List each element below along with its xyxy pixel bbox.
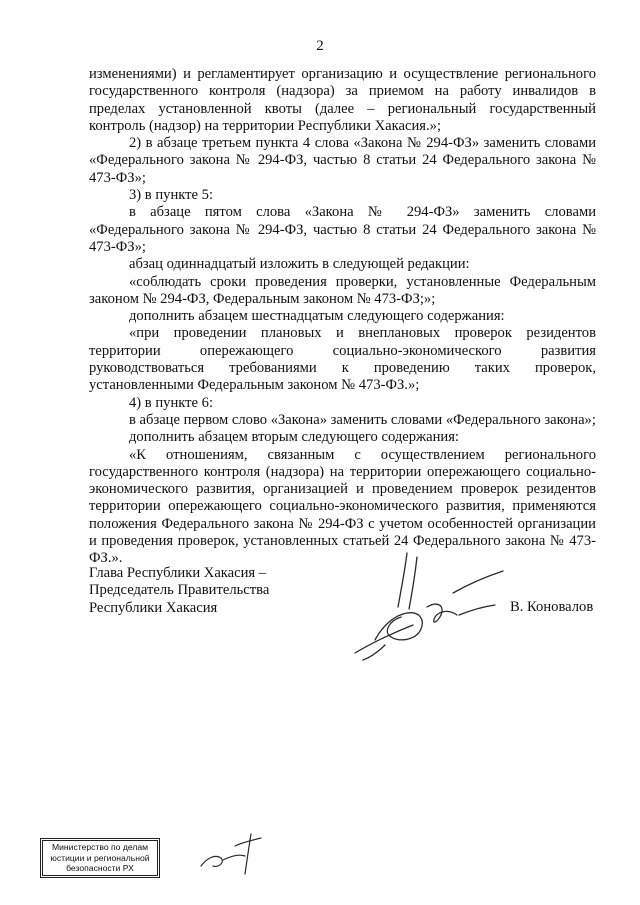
paragraph-11: дополнить абзацем вторым следующего содержания: (129, 429, 459, 446)
paragraph-1: изменениями) и регламентирует организацию и осуществление регионального государственного контроля (надзора) за приемом на работу инвалидов в пределах установленной квоты (далее – региональный государственный контроль (надзор) на территории Республики Хакасия.»; (89, 66, 596, 134)
paragraph-9: 4) в пункте 6: (129, 394, 214, 411)
signatory-title-line: Председатель Правительства (89, 582, 270, 599)
handwritten-initials (195, 828, 275, 878)
signatory-name: В. Коновалов (510, 599, 594, 615)
paragraph-2: 2) в абзаце третьем пункта 4 слова «Закона № 294-ФЗ» заменить словами «Федерального закона № 294-ФЗ, частью 8 статьи 24 Федерального закона № 473-ФЗ»; (89, 135, 596, 186)
paragraph-8: «при проведении плановых и внеплановых проверок резидентов территории опережающего социально-экономического развития руководствоваться требованиями к проведению таких проверок, установленными Федеральным законом № 473-ФЗ.»; (89, 325, 596, 394)
page-number: 2 (316, 38, 324, 54)
paragraph-4: в абзаце пятом слова «Закона № 294-ФЗ» заменить словами «Федерального закона № 294-ФЗ, частью 8 статьи 24 Федерального закона № 473-ФЗ»; (89, 204, 596, 255)
stamp-line: юстиции и региональной (50, 852, 150, 863)
stamp-line: безопасности РХ (66, 863, 134, 873)
paragraph-5: абзац одиннадцатый изложить в следующей редакции: (129, 256, 470, 273)
paragraph-12: «К отношениям, связанным с осуществлением регионального государственного контроля (надзора) на территории опережающего социально-экономического развития, организацией и проведением проверок резидентов территории опережающего социально-экономического развития, применяются положения Федерального закона № 294-ФЗ с учетом особенностей организации и проведения проверок, установленных статьей 24 Федерального закона № 473-ФЗ.». (89, 446, 596, 567)
signatory-title-line: Глава Республики Хакасия – (89, 565, 267, 581)
handwritten-signature (335, 545, 515, 665)
signatory-title (89, 565, 269, 617)
paragraph-10: в абзаце первом слово «Закона» заменить словами «Федерального закона»; (129, 411, 596, 428)
document-body (89, 66, 596, 568)
paragraph-7: дополнить абзацем шестнадцатым следующего содержания: (129, 308, 505, 325)
paragraph-6: «соблюдать сроки проведения проверки, установленные Федеральным законом № 294-ФЗ, Федеральным законом № 473-ФЗ;»; (89, 273, 596, 307)
ministry-stamp (40, 838, 160, 878)
paragraph-3: 3) в пункте 5: (129, 187, 214, 204)
stamp-line: Министерство по делам (51, 842, 149, 852)
signatory-title-line: Республики Хакасия (89, 599, 218, 616)
